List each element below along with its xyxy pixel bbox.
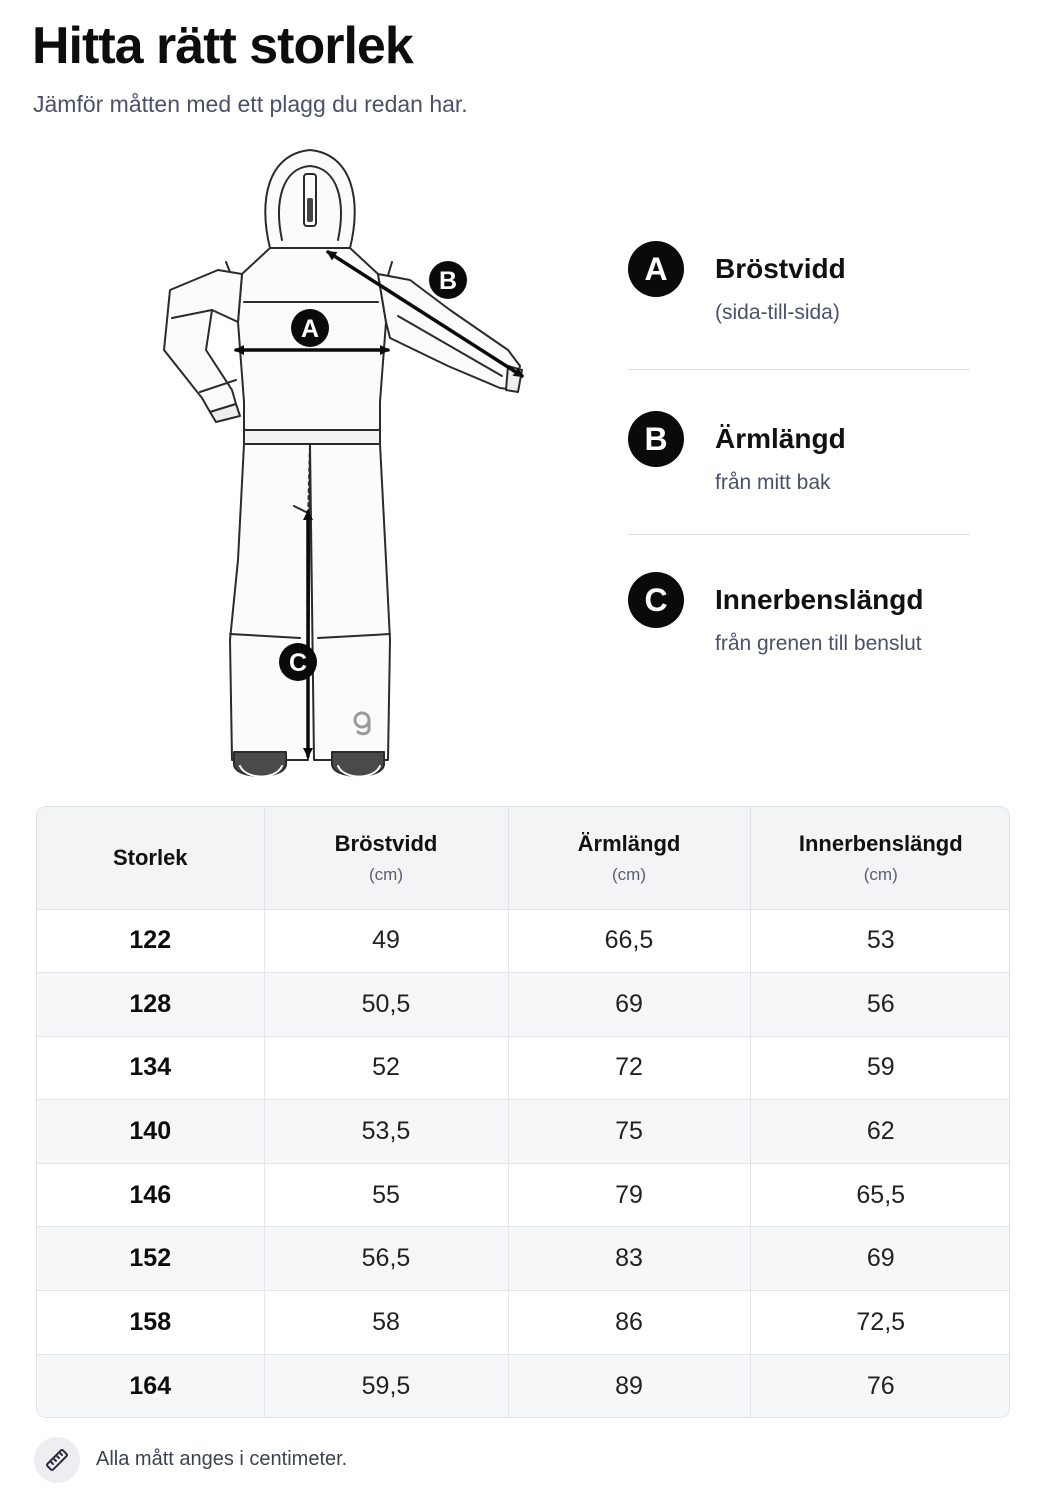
column-header-label: Ärmlängd — [577, 830, 681, 856]
chest-cell: 58 — [264, 1291, 508, 1355]
size-cell: 164 — [37, 1354, 264, 1418]
column-header-label: Innerbenslängd — [798, 830, 963, 856]
sleeve-cell: 83 — [508, 1227, 750, 1291]
column-header-sleeve — [508, 807, 750, 909]
size-cell: 152 — [37, 1227, 264, 1291]
column-header-label: Storlek — [112, 844, 188, 870]
legend-badge-a: A — [628, 241, 684, 297]
chest-cell: 56,5 — [264, 1227, 508, 1291]
size-cell: 146 — [37, 1163, 264, 1227]
garment-illustration — [150, 140, 550, 790]
column-header-size — [37, 807, 264, 909]
sleeve-cell: 89 — [508, 1354, 750, 1418]
table-row — [37, 1036, 1010, 1100]
inseam-cell: 53 — [750, 909, 1010, 973]
svg-text:A: A — [300, 315, 320, 343]
left-boot — [234, 752, 286, 776]
column-header-label: Bröstvidd — [334, 830, 438, 856]
left-leg — [230, 444, 310, 760]
page-title: Hitta rätt storlek — [32, 17, 413, 75]
column-header-unit: (cm) — [612, 864, 646, 884]
chest-cell: 50,5 — [264, 973, 508, 1037]
marker-a — [291, 309, 329, 347]
inseam-cell: 65,5 — [750, 1163, 1010, 1227]
legend-name: Innerbenslängd — [715, 584, 924, 615]
marker-b — [429, 261, 467, 299]
legend-badge-c: C — [628, 572, 684, 628]
chest-cell: 55 — [264, 1163, 508, 1227]
right-boot — [332, 752, 384, 776]
inseam-cell: 76 — [750, 1354, 1010, 1418]
inseam-cell: 59 — [750, 1036, 1010, 1100]
size-cell: 128 — [37, 973, 264, 1037]
inseam-cell: 69 — [750, 1227, 1010, 1291]
table-row — [37, 909, 1010, 973]
page-subtitle: Jämför måtten med ett plagg du redan har. — [33, 91, 468, 117]
table-row — [37, 1227, 1010, 1291]
footer-note: Alla mått anges i centimeter. — [96, 1448, 348, 1470]
table-row — [37, 1163, 1010, 1227]
table-row — [37, 1100, 1010, 1164]
legend-desc: (sida-till-sida) — [715, 301, 840, 324]
table-header-row — [37, 807, 1010, 909]
size-cell: 140 — [37, 1100, 264, 1164]
marker-c — [279, 643, 317, 681]
column-header-inseam — [750, 807, 1010, 909]
table-row — [37, 1291, 1010, 1355]
legend-badge-b: B — [628, 411, 684, 467]
sleeve-cell: 72 — [508, 1036, 750, 1100]
legend-desc: från mitt bak — [715, 471, 831, 494]
size-cell: 134 — [37, 1036, 264, 1100]
legend-name: Bröstvidd — [715, 253, 846, 284]
legend-name: Ärmlängd — [715, 423, 846, 454]
sleeve-cell: 79 — [508, 1163, 750, 1227]
ruler-icon — [34, 1437, 80, 1483]
sleeve-cell: 69 — [508, 973, 750, 1037]
size-table — [36, 806, 1010, 1418]
column-header-unit: (cm) — [863, 864, 898, 884]
svg-text:B: B — [438, 267, 458, 295]
sleeve-cell: 75 — [508, 1100, 750, 1164]
column-header-chest — [264, 807, 508, 909]
chest-cell: 53,5 — [264, 1100, 508, 1164]
svg-text:C: C — [288, 649, 308, 677]
chest-cell: 52 — [264, 1036, 508, 1100]
inseam-cell: 62 — [750, 1100, 1010, 1164]
sleeve-cell: 66,5 — [508, 909, 750, 973]
size-cell: 122 — [37, 909, 264, 973]
right-leg — [310, 444, 390, 760]
column-header-unit: (cm) — [369, 864, 403, 884]
legend-divider — [628, 534, 970, 535]
sleeve-cell: 86 — [508, 1291, 750, 1355]
size-cell: 158 — [37, 1291, 264, 1355]
inseam-cell: 56 — [750, 973, 1010, 1037]
chest-cell: 59,5 — [264, 1354, 508, 1418]
table-row — [37, 973, 1010, 1037]
table-row — [37, 1354, 1010, 1418]
inseam-cell: 72,5 — [750, 1291, 1010, 1355]
legend-divider — [628, 369, 970, 370]
chest-cell: 49 — [264, 909, 508, 973]
legend-desc: från grenen till benslut — [715, 632, 922, 655]
